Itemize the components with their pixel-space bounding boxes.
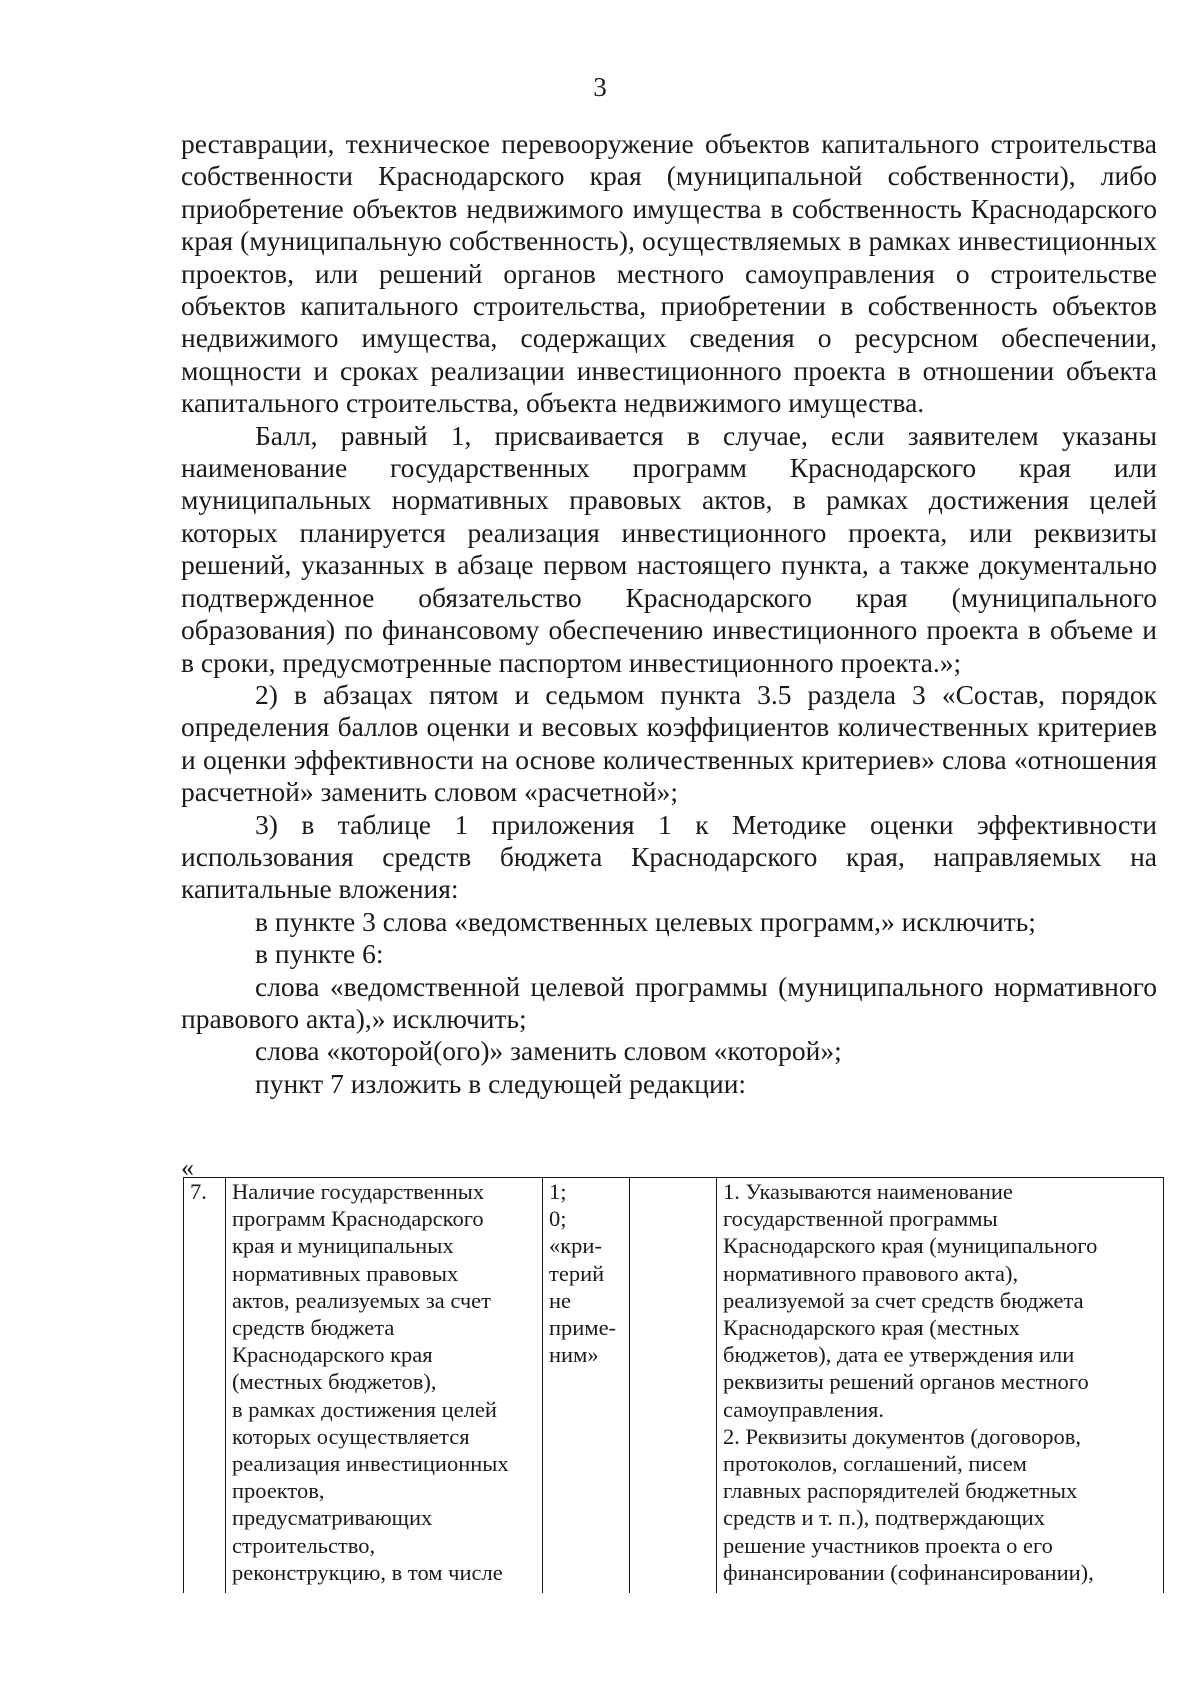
info-line: Краснодарского края (муниципального [723,1233,1098,1259]
score-line: ним» [549,1342,599,1368]
info-line: финансировании (софинансировании), [723,1559,1094,1585]
criterion-line: актов, реализуемых за счет [232,1287,492,1313]
table-row [184,1178,1164,1593]
score-line: терий [549,1260,605,1286]
paragraph-item-3: в пункте 3 слова «ведомственных целевых программ,» исключить; [255,905,1036,937]
info-line: средств и т. п.), подтверждающих [723,1505,1045,1531]
score-line: 1; [549,1179,567,1204]
paragraph-score-rule: Балл, равный 1, присваивается в случае, если заявителем указаны наименование государственных программ Краснодарского края или муниципальных нормативных правовых актов, в рамках достижения целей которых планируется реализация инвестиционного проекта, или реквизиты решений, указанных в абзаце первом настоящего пункта, а также документально подтвержденное обязательство Краснодарского края (муниципального образования) по финансовому обеспечению инвестиционного проекта в объеме и в сроки, предусмотренные паспортом инвестиционного проекта.»; [181,419,1157,678]
score-line: «кри- [549,1233,602,1259]
criterion-cell [226,1178,543,1593]
paragraph-item-7: пункт 7 изложить в следующей редакции: [255,1067,747,1099]
info-line: решение участников проекта о его [723,1532,1053,1558]
score-line: 0; [549,1206,567,1232]
info-line: самоуправления. [723,1396,885,1422]
info-line: нормативного правового акта), [723,1260,1019,1286]
criterion-line: Краснодарского края [232,1342,433,1368]
criterion-line: (местных бюджетов), [232,1369,437,1395]
criterion-line: которых осуществляется [232,1423,470,1449]
info-line: 2. Реквизиты документов (договоров, [723,1423,1081,1449]
info-line: реквизиты решений органов местного [723,1369,1089,1395]
info-line: главных распорядителей бюджетных [723,1478,1078,1504]
row-number: 7. [190,1179,207,1204]
paragraph-item-6-replace: слова «которой(ого)» заменить словом «которой»; [255,1035,842,1067]
info-line: протоколов, соглашений, писем [723,1451,1027,1477]
criterion-line: в рамках достижения целей [232,1396,497,1422]
info-cell [717,1178,1164,1593]
weight-cell [630,1178,717,1593]
info-line: государственной программы [723,1206,998,1232]
criterion-line: реконструкцию, в том числе [232,1559,503,1585]
criterion-line: программ Краснодарского [232,1206,484,1232]
criterion-line: края и муниципальных [232,1233,454,1259]
info-line: 1. Указываются наименование [723,1179,1013,1204]
info-line: бюджетов), дата ее утверждения или [723,1342,1075,1368]
paragraph-amendment-2: 2) в абзацах пятом и седьмом пункта 3.5 раздела 3 «Состав, порядок определения баллов оценки и весовых коэффициентов количественных критериев и оценки эффективности на основе количественных критериев» слова «отношения расчетной» заменить словом «расчетной»; [181,678,1157,808]
score-line: приме- [549,1315,617,1341]
document-body [181,128,1157,1100]
info-line: Краснодарского края (местных [723,1315,1020,1341]
score-cell [543,1178,630,1593]
score-line: не [549,1287,572,1313]
paragraph-amendment-3: 3) в таблице 1 приложения 1 к Методике оценки эффективности использования средств бюджета Краснодарского края, направляемых на капитальные вложения: [181,808,1157,905]
criterion-line: реализация инвестиционных [232,1451,509,1477]
row-number-cell [184,1178,226,1593]
criterion-line: предусматривающих [232,1505,433,1531]
info-line: реализуемой за счет средств бюджета [723,1287,1084,1313]
paragraph-continuation: реставрации, техническое перевооружение объектов капитального строительства собственности Краснодарского края (муниципальной собственности), либо приобретение объектов недвижимого имущества в собственность Краснодарского края (муниципальную собственность), осуществляемых в рамках инвестиционных проектов, или решений органов местного самоуправления о строительстве объектов капитального строительства, приобретении в собственность объектов недвижимого имущества, содержащих сведения о ресурсном обеспечении, мощности и сроках реализации инвестиционного проекта в отношении объекта капитального строительства, объекта недвижимого имущества. [181,128,1157,419]
criterion-line: нормативных правовых [232,1260,459,1286]
criteria-table [183,1177,1164,1593]
opening-quote: « [181,1153,194,1182]
paragraph-item-6-words: слова «ведомственной целевой программы (муниципального нормативного правового акта),» исключить; [181,970,1157,1034]
criterion-line: проектов, [232,1478,325,1504]
page-number: 3 [593,72,607,102]
criterion-line: строительство, [232,1532,376,1558]
criterion-line: Наличие государственных [232,1179,485,1204]
paragraph-item-6: в пункте 6: [255,938,384,970]
criterion-line: средств бюджета [232,1315,395,1341]
